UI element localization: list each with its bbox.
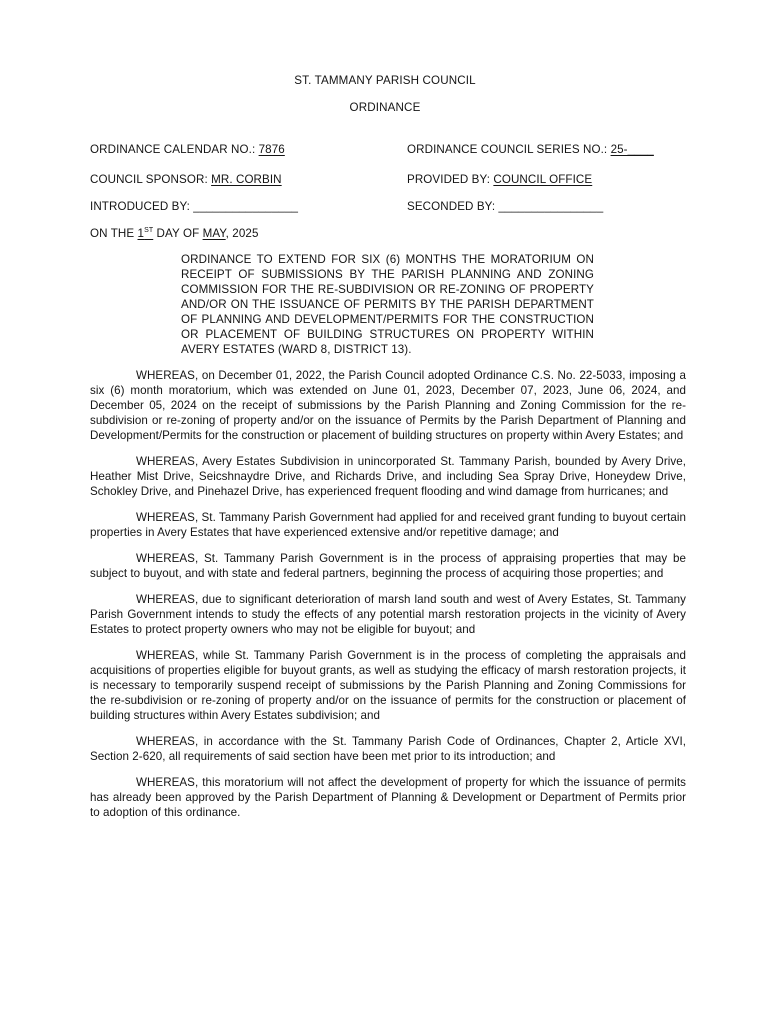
introduced-by-field [90, 200, 298, 213]
whereas-paragraph-6: WHEREAS, while St. Tammany Parish Government is in the process of completing the appraisals and acquisitions of properties eligible for buyout grants, as well as studying the efficacy of marsh restoration projects, it is necessary to temporarily suspend receipt of submissions by the Parish Planning and Zoning Commissions for the re-subdivision or re-zoning of property and/or on the issuance of permits for the construction or placement of building structures within Avery Estates subdivision; and [90, 649, 686, 722]
seconded-by-field [407, 200, 603, 213]
date-year: , 2025 [225, 227, 259, 240]
whereas-paragraph-3: WHEREAS, St. Tammany Parish Government had applied for and received grant funding to buyout certain properties in Avery Estates that have experienced extensive and/or repetitive damage; and [90, 511, 686, 539]
date-day-number: 1 [137, 227, 145, 240]
calendar-number-label: ORDINANCE CALENDAR NO.: [90, 143, 259, 156]
council-sponsor-value: MR. CORBIN [211, 173, 282, 186]
date-month: MAY [202, 227, 226, 240]
introduced-by-label: INTRODUCED BY: [90, 200, 194, 213]
series-number-label: ORDINANCE COUNCIL SERIES NO.: [407, 143, 611, 156]
date-prefix: ON THE [90, 227, 138, 240]
whereas-paragraph-1: WHEREAS, on December 01, 2022, the Parish Council adopted Ordinance C.S. No. 22-5033, imposing a six (6) month moratorium, which was extended on June 01, 2023, December 07, 2023, June 06, 2024, and December 05, 2024 on the receipt of submissions by the Parish Planning and Zoning Commission for the re-subdivision or re-zoning of property and/or on the issuance of Permits by the Parish Department of Planning and Development/Permits for the construction or placement of building structures on property within Avery Estates; and [90, 369, 686, 442]
whereas-paragraph-4: WHEREAS, St. Tammany Parish Government is in the process of appraising properties that may be subject to buyout, and with state and federal partners, beginning the process of acquiring those properties; and [90, 552, 686, 580]
whereas-paragraph-2: WHEREAS, Avery Estates Subdivision in unincorporated St. Tammany Parish, bounded by Avery Drive, Heather Mist Drive, Seicshnaydre Drive, and Richards Drive, and including Sea Spray Drive, Honeydew Drive, Schokley Drive, and Pinehazel Drive, has experienced frequent flooding and wind damage from hurricanes; and [90, 455, 686, 498]
ordinance-summary: ORDINANCE TO EXTEND FOR SIX (6) MONTHS THE MORATORIUM ON RECEIPT OF SUBMISSIONS BY THE PARISH PLANNING AND ZONING COMMISSION FOR THE RE-SUBDIVISION OR RE-ZONING OF PROPERTY AND/OR ON THE ISSUANCE OF PERMITS BY THE PARISH DEPARTMENT OF PLANNING AND DEVELOPMENT/PERMITS FOR THE CONSTRUCTION OR PLACEMENT OF BUILDING STRUCTURES ON PROPERTY WITHIN AVERY ESTATES (WARD 8, DISTRICT 13). [181, 253, 594, 356]
series-number-value: 25-____ [610, 143, 654, 156]
date-day [138, 227, 154, 240]
date-day-suffix: ST [144, 227, 154, 235]
series-number-field [407, 143, 654, 156]
calendar-number-value: 7876 [258, 143, 285, 156]
whereas-paragraph-5: WHEREAS, due to significant deterioration of marsh land south and west of Avery Estates, St. Tammany Parish Government intends to study the effects of any potential marsh restoration projects in the vicinity of Avery Estates to protect property owners who may not be eligible for buyout; and [90, 593, 686, 636]
seconded-by-blank: ________________ [498, 200, 604, 213]
seconded-by-label: SECONDED BY: [407, 200, 499, 213]
council-title: ST. TAMMANY PARISH COUNCIL [294, 74, 476, 87]
whereas-paragraph-7: WHEREAS, in accordance with the St. Tammany Parish Code of Ordinances, Chapter 2, Article XVI, Section 2-620, all requirements of said section have been met prior to its introduction; and [90, 735, 686, 763]
document-type: ORDINANCE [349, 101, 421, 114]
provided-by-label: PROVIDED BY: [407, 173, 494, 186]
introduction-date [90, 227, 259, 240]
provided-by-value: COUNCIL OFFICE [493, 173, 593, 186]
calendar-number-field [90, 143, 285, 156]
date-mid: DAY OF [153, 227, 203, 240]
council-sponsor-label: COUNCIL SPONSOR: [90, 173, 212, 186]
whereas-paragraph-8: WHEREAS, this moratorium will not affect the development of property for which the issuance of permits has already been approved by the Parish Department of Planning & Development or Department of Permits prior to adoption of this ordinance. [90, 776, 686, 819]
council-sponsor-field [90, 173, 282, 186]
provided-by-field [407, 173, 592, 186]
whereas-clauses [90, 368, 686, 831]
introduced-by-blank: ________________ [193, 200, 299, 213]
